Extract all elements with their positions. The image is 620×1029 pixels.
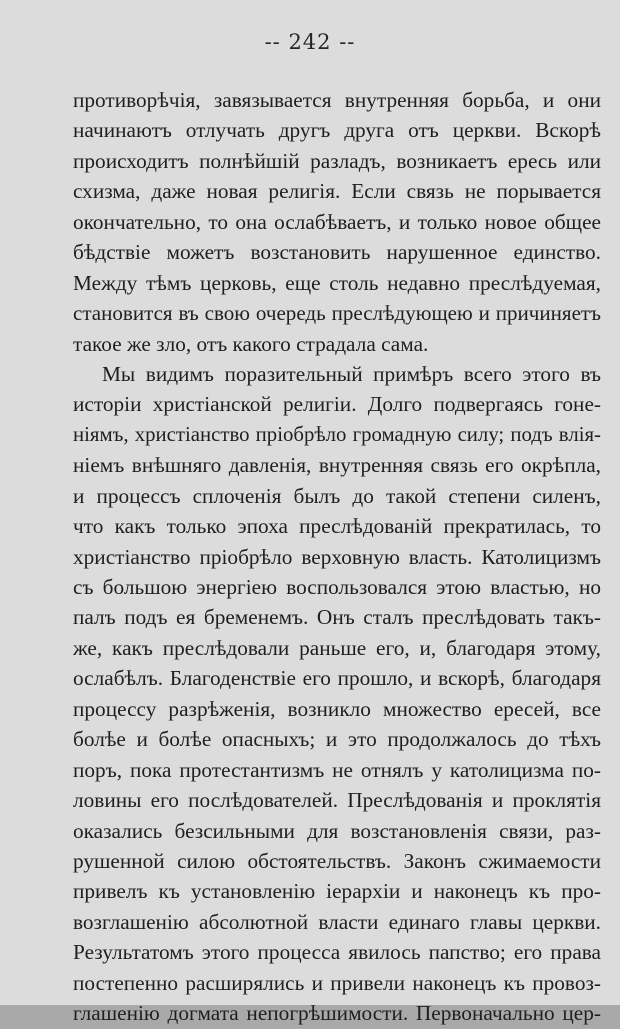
text-line: привелъ къ установленію іерархіи и наконецъ къ про- — [73, 879, 601, 904]
text-line: процессу разрѣженія, возникло множество ересей, все — [73, 696, 601, 721]
text-line: глашенію догмата непогрѣшимости. Первоначально цер- — [73, 1001, 601, 1026]
text-line: съ большою энергіею воспользовался этою властью, но — [73, 575, 601, 599]
text-line: окончательно, то она ослабѣваетъ, и только новое общее — [73, 209, 601, 234]
paragraph-2 — [73, 359, 601, 1029]
text-line: Между тѣмъ церковь, еще столь недавно преслѣдуемая, — [73, 270, 601, 295]
text-line: палъ подъ ея бременемъ. Онъ сталъ преслѣдовать такъ- — [73, 605, 601, 630]
text-line: постепенно расширялись и привели наконецъ къ провоз- — [73, 970, 601, 995]
text-line: противорѣчія, завязывается внутренняя борьба, и они — [73, 88, 601, 112]
text-line: исторіи христіанской религіи. Долго подвергаясь гоне- — [73, 392, 601, 417]
text-line: становится въ свою очередь преслѣдующею и причиняетъ — [73, 301, 601, 326]
text-line: христіанство пріобрѣло верховную власть. Католицизмъ — [73, 544, 601, 569]
text-line: болѣе и болѣе опасныхъ; и это продолжалось до тѣхъ — [73, 727, 601, 752]
text-line: ніямъ, христіанство пріобрѣло громадную силу; подъ влія- — [73, 422, 601, 446]
text-line: схизма, даже новая религія. Если связь не порывается — [73, 179, 601, 204]
text-line: поръ, пока протестантизмъ не отнялъ у католицизма по- — [73, 757, 601, 782]
text-line: что какъ только эпоха преслѣдованій прекратилась, то — [73, 514, 601, 539]
text-line: возглашенію абсолютной власти единаго главы церкви. — [73, 909, 601, 934]
text-line: рушенной силою обстоятельствъ. Законъ сжимаемости — [73, 848, 601, 873]
text-line: же, какъ преслѣдовали раньше его, и, благодаря этому, — [73, 635, 601, 660]
text-line: оказались безсильными для возстановленія связи, раз- — [73, 818, 601, 843]
text-line: такое же зло, отъ какого страдала сама. — [73, 331, 429, 356]
page-text — [73, 85, 601, 1029]
text-line: происходитъ полнѣйшій разладъ, возникаетъ ересь или — [73, 148, 601, 173]
text-line: ослабѣлъ. Благоденствіе его прошло, и вскорѣ, благодаря — [73, 666, 601, 691]
text-line: и процессъ сплоченія былъ до такой степени силенъ, — [73, 483, 601, 508]
text-line: Мы видимъ поразительный примѣръ всего этого въ — [102, 361, 601, 386]
text-line: бѣдствіе можетъ возстановить нарушенное единство. — [73, 240, 601, 265]
page-number: -- 242 -- — [264, 30, 356, 54]
text-line: начинаютъ отлучать другъ друга отъ церкви. Вскорѣ — [73, 118, 601, 143]
text-line: ловины его послѣдователей. Преслѣдованія и проклятія — [73, 788, 601, 813]
text-line: Результатомъ этого процесса явилось папство; его права — [73, 940, 601, 965]
paragraph-1 — [73, 85, 601, 359]
text-line: ніемъ внѣшняго давленія, внутренняя связь его окрѣпла, — [73, 453, 601, 478]
